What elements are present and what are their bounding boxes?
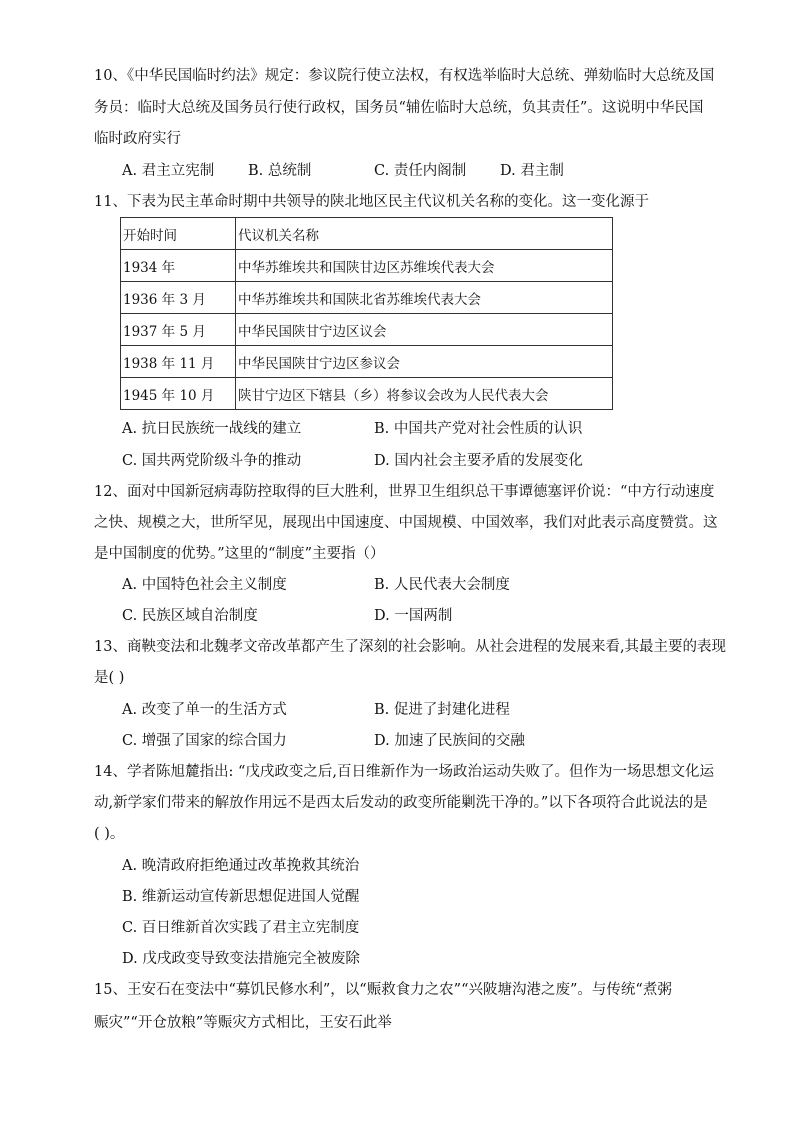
q11-option-d[interactable]: D. 国内社会主要矛盾的发展变化 [374, 453, 583, 469]
q14-stem-line3: ( )。 [94, 826, 125, 842]
q13-stem-line2: 是( ) [94, 670, 125, 686]
table-cell-name: 中华民国陕甘宁边区参议会 [236, 346, 613, 378]
q10-option-b[interactable]: B. 总统制 [248, 163, 312, 179]
q10-option-d[interactable]: D. 君主制 [500, 163, 564, 179]
table-row [121, 282, 613, 314]
q13-option-c[interactable]: C. 增强了国家的综合国力 [122, 733, 287, 749]
q14-option-c[interactable]: C. 百日维新首次实践了君主立宪制度 [122, 920, 360, 936]
q12-option-c[interactable]: C. 民族区域自治制度 [122, 608, 258, 624]
q15-stem-line2: 赈灾”“开仓放粮”等赈灾方式相比，王安石此举 [94, 1015, 392, 1031]
q11-stem-line1: 11、下表为民主革命时期中共领导的陕北地区民主代议机关名称的变化。这一变化源于 [94, 194, 649, 210]
q14-option-a[interactable]: A. 晚清政府拒绝通过改革挽救其统治 [122, 858, 360, 874]
q14-stem-line2: 动,新学家们带来的解放作用远不是西太后发动的政变所能剿洗干净的。”以下各项符合此说法的是 [94, 795, 708, 811]
table-header-cell: 代议机关名称 [236, 218, 613, 250]
q14-option-d[interactable]: D. 戊戌政变导致变法措施完全被废除 [122, 951, 360, 967]
table-cell-date: 1937 年 5 月 [121, 314, 236, 346]
table-header-row [121, 218, 613, 250]
table-cell-name: 中华苏维埃共和国陕北省苏维埃代表大会 [236, 282, 613, 314]
q12-option-d[interactable]: D. 一国两制 [374, 608, 453, 624]
q11-option-c[interactable]: C. 国共两党阶级斗争的推动 [122, 453, 302, 469]
table-cell-name: 中华苏维埃共和国陕甘边区苏维埃代表大会 [236, 250, 613, 282]
q13-stem-line1: 13、商鞅变法和北魏孝文帝改革都产生了深刻的社会影响。从社会进程的发展来看,其最主要的表现 [94, 639, 727, 655]
q13-option-a[interactable]: A. 改变了单一的生活方式 [122, 702, 287, 718]
q10-option-c[interactable]: C. 责任内阁制 [374, 163, 467, 179]
q11-option-b[interactable]: B. 中国共产党对社会性质的认识 [374, 421, 583, 437]
table-cell-date: 1936 年 3 月 [121, 282, 236, 314]
q14-stem-line1: 14、学者陈旭麓指出: “戊戌政变之后,百日维新作为一场政治运动失败了。但作为一场思想文化运 [94, 764, 714, 780]
q10-option-a[interactable]: A. 君主立宪制 [122, 163, 215, 179]
q13-option-d[interactable]: D. 加速了民族间的交融 [374, 733, 525, 749]
q12-stem-line2: 之快、规模之大，世所罕见，展现出中国速度、中国规模、中国效率，我们对此表示高度赞赏。这 [94, 515, 718, 531]
q10-stem-line3: 临时政府实行 [94, 131, 181, 147]
table-cell-name: 陕甘宁边区下辖县（乡）将参议会改为人民代表大会 [236, 378, 613, 410]
table-row [121, 314, 613, 346]
table-cell-date: 1945 年 10 月 [121, 378, 236, 410]
q12-stem-line1: 12、面对中国新冠病毒防控取得的巨大胜利，世界卫生组织总干事谭德塞评价说：“中方行动速度 [94, 484, 715, 500]
table-cell-date: 1938 年 11 月 [121, 346, 236, 378]
table-header-cell: 开始时间 [121, 218, 236, 250]
table-cell-date: 1934 年 [121, 250, 236, 282]
q12-option-a[interactable]: A. 中国特色社会主义制度 [122, 577, 287, 593]
table-row [121, 250, 613, 282]
q11-table [120, 217, 613, 410]
q10-stem-line1: 10、《中华民国临时约法》规定：参议院行使立法权，有权选举临时大总统、弹劾临时大总统及国 [94, 68, 715, 84]
table-cell-name: 中华民国陕甘宁边区议会 [236, 314, 613, 346]
q11-option-a[interactable]: A. 抗日民族统一战线的建立 [122, 421, 302, 437]
q10-stem-line2: 务员：临时大总统及国务员行使行政权，国务员“辅佐临时大总统，负其责任”。这说明中华民国 [94, 100, 704, 116]
table-row [121, 378, 613, 410]
table-row [121, 346, 613, 378]
q14-option-b[interactable]: B. 维新运动宣传新思想促进国人觉醒 [122, 889, 360, 905]
q12-option-b[interactable]: B. 人民代表大会制度 [374, 577, 510, 593]
q15-stem-line1: 15、王安石在变法中“募饥民修水利”，以“赈救食力之农”“兴陂塘沟港之废”。与传统“煮粥 [94, 982, 672, 998]
q12-stem-line3: 是中国制度的优势。”这里的“制度”主要指（） [94, 546, 385, 562]
q13-option-b[interactable]: B. 促进了封建化进程 [374, 702, 510, 718]
